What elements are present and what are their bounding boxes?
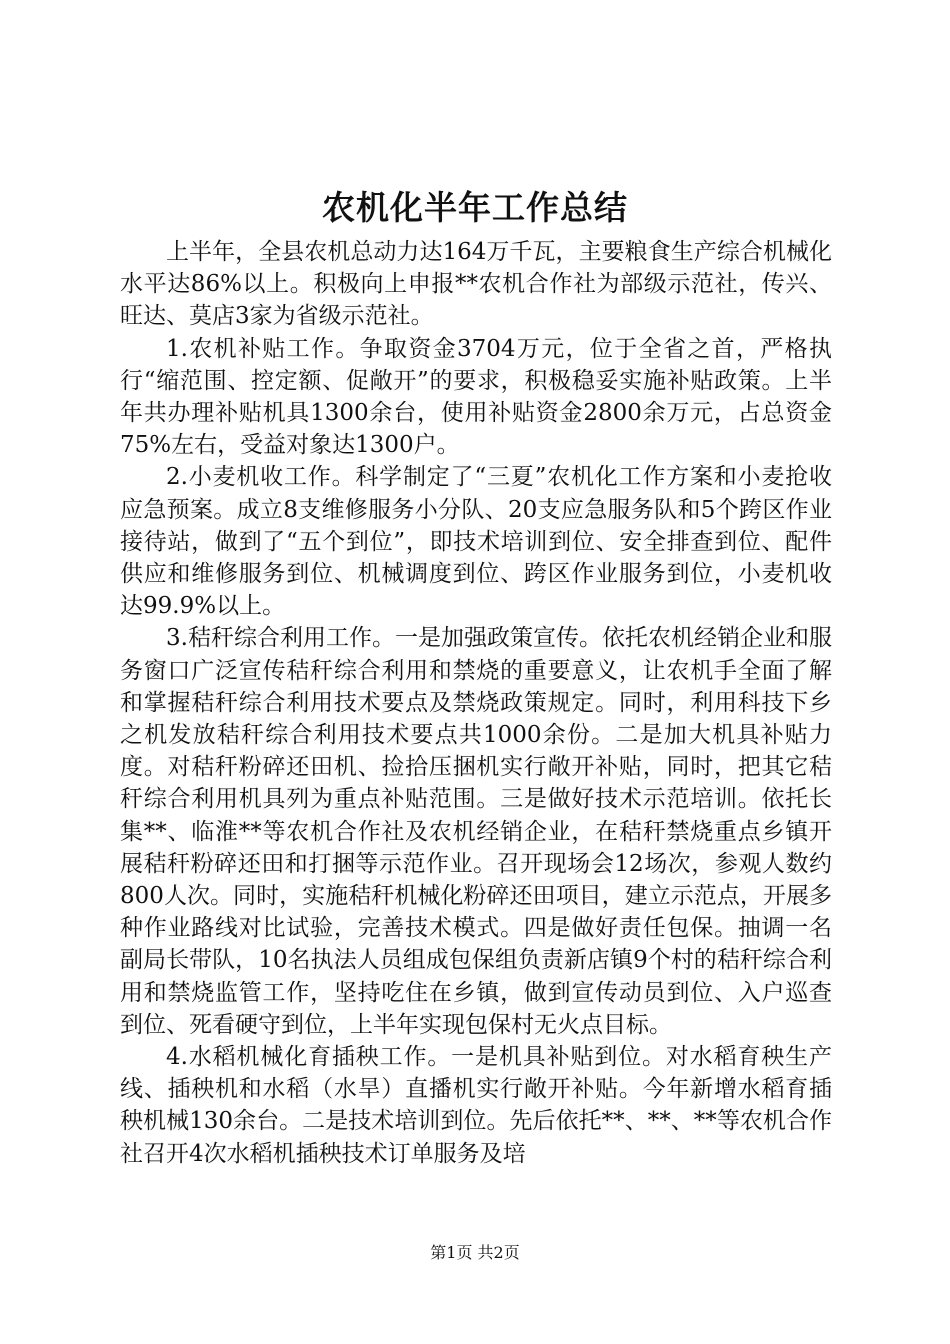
document-body	[120, 236, 832, 1170]
paragraph-subsidy: 1.农机补贴工作。争取资金3704万元，位于全省之首，严格执行“缩范围、控定额、促敞开”的要求，积极稳妥实施补贴政策。上半年共办理补贴机具1300余台，使用补贴资金2800余万元，占总资金75%左右，受益对象达1300户。	[120, 335, 832, 459]
document-title: 农机化半年工作总结	[322, 188, 628, 227]
paragraph-rice-transplanting: 4.水稻机械化育插秧工作。一是机具补贴到位。对水稻育秧生产线、插秧机和水稻（水旱）直播机实行敞开补贴。今年新增水稻育插秧机械130余台。二是技术培训到位。先后依托**、**、**等农机合作社召开4次水稻机插秧技术订单服务及培	[120, 1044, 832, 1167]
paragraph-intro: 上半年，全县农机总动力达164万千瓦，主要粮食生产综合机械化水平达86%以上。积极向上申报**农机合作社为部级示范社，传兴、旺达、莫店3家为省级示范社。	[120, 239, 832, 330]
page-number-footer: 第1页 共2页	[430, 1243, 520, 1262]
paragraph-wheat-harvest: 2.小麦机收工作。科学制定了“三夏”农机化工作方案和小麦抢收应急预案。成立8支维修服务小分队、20支应急服务队和5个跨区作业接待站，做到了“五个到位”，即技术培训到位、安全排查到位、配件供应和维修服务到位、机械调度到位、跨区作业服务到位，小麦机收达99.9%以上。	[120, 464, 832, 620]
paragraph-straw-utilization: 3.秸秆综合利用工作。一是加强政策宣传。依托农机经销企业和服务窗口广泛宣传秸秆综合利用和禁烧的重要意义，让农机手全面了解和掌握秸秆综合利用技术要点及禁烧政策规定。同时，利用科技下乡之机发放秸秆综合利用技术要点共1000余份。二是加大机具补贴力度。对秸秆粉碎还田机、捡拾压捆机实行敞开补贴，同时，把其它秸秆综合利用机具列为重点补贴范围。三是做好技术示范培训。依托长集**、临淮**等农机合作社及农机经销企业，在秸秆禁烧重点乡镇开展秸秆粉碎还田和打捆等示范作业。召开现场会12场次，参观人数约800人次。同时，实施秸秆机械化粉碎还田项目，建立示范点，开展多种作业路线对比试验，完善技术模式。四是做好责任包保。抽调一名副局长带队，10名执法人员组成包保组负责新店镇9个村的秸秆综合利用和禁烧监管工作，坚持吃住在乡镇，做到宣传动员到位、入户巡查到位、死看硬守到位，上半年实现包保村无火点目标。	[120, 625, 832, 1038]
